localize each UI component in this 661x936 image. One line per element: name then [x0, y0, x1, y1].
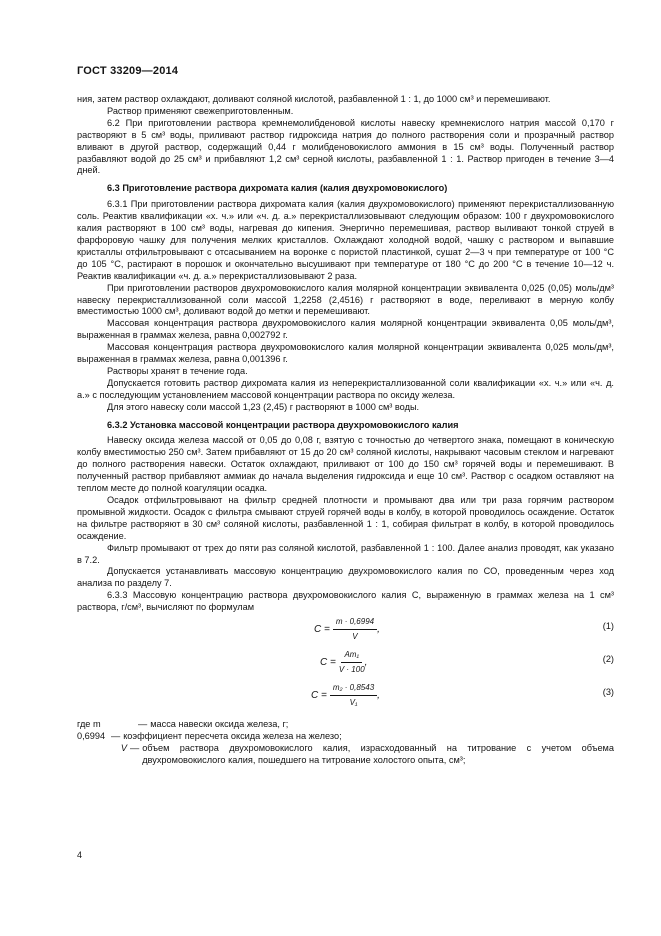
formula-tail: , [377, 624, 380, 636]
section-heading-6-3-2: 6.3.2 Установка массовой концентрации раствора двухромовокислого калия [107, 419, 459, 430]
legend-dash: — [130, 742, 140, 753]
paragraph: Для этого навеску соли массой 1,23 (2,45) г растворяют в 1000 см³ воды. [107, 401, 420, 412]
formula-expression [320, 649, 367, 676]
variable-legend [77, 719, 614, 767]
legend-row [77, 731, 614, 743]
paragraph: Раствор применяют свежеприготовленным. [107, 105, 294, 116]
paragraph: 6.3.3 Массовую концентрацию раствора двухромовокислого калия С, выраженную в граммах железа на 1 см³ раствора, г/см³, вычисляют по формулам [77, 590, 614, 613]
formula-block [77, 616, 614, 715]
paragraph: Фильтр промывают от трех до пяти раз соляной кислотой, разбавленной 1 : 100. Далее анализ проводят, как указано в 7.2. [77, 542, 614, 565]
formula-denominator: V₁ [349, 697, 358, 707]
paragraph: Допускается устанавливать массовую концентрацию двухромовокислого калия по СО, проведенным через ход анализа по разделу 7. [77, 566, 614, 589]
formula-tail: , [377, 690, 380, 702]
legend-row [77, 719, 614, 731]
formula-numerator: m · 0,6994 [333, 616, 377, 630]
legend-description: масса навески оксида железа, г; [150, 719, 289, 730]
formula-2 [77, 649, 614, 682]
formula-numerator: m₂ · 0,8543 [330, 682, 377, 696]
paragraph: Допускается готовить раствор дихромата калия из неперекристаллизованной соли квалификации «х. ч.» или «ч. д. а.» с последующим установлением массовой концентрации раствора по оксиду железа. [77, 377, 614, 400]
formula-fraction [333, 616, 377, 643]
formula-lhs: C = [314, 624, 330, 636]
paragraph: Массовая концентрация раствора двухромовокислого калия молярной концентрации эквивалента 0,05 моль/дм³, выраженная в граммах железа, равна 0,002792 г. [77, 318, 614, 341]
formula-expression [314, 616, 380, 643]
formula-1 [77, 616, 614, 649]
formula-lhs: C = [320, 657, 336, 669]
formula-3 [77, 682, 614, 715]
paragraph: При приготовлении растворов двухромовокислого калия молярной концентрации эквивалента 0,025 (0,05) моль/дм³ навеску перекристаллизованной соли массой 1,2258 (2,4516) г растворяют в воде, переливают в мерную колбу вместимостью 1000 см³, доливают водой до метки и перемешивают. [77, 282, 614, 317]
formula-fraction [330, 682, 377, 709]
paragraph: Растворы хранят в течение года. [107, 365, 248, 376]
formula-denominator: V · 100 [338, 664, 365, 674]
section-heading-6-3: 6.3 Приготовление раствора дихромата калия (калия двухромовокислого) [107, 183, 448, 194]
legend-description: коэффициент пересчета оксида железа на железо; [123, 730, 342, 741]
legend-dash: — [138, 719, 148, 730]
legend-description: объем раствора двухромовокислого калия, израсходованный на титрование с учетом объема двухромовокислого калия, пошедшего на титрование холостого опыта, см³; [142, 742, 614, 765]
paragraph: 6.3.1 При приготовлении раствора дихромата калия (калия двухромовокислого) применяют перекристаллизованную соль. Реактив квалификации «х. ч.» или «ч. д. а.» перекристаллизовывают следующим образом: 100 г двухромовокислого калия растворяют в 100 см³ воды, нагревая до кипения. Энергично перемешивая, раствор выливают тонкой струей в фарфоровую чашку для получения мелких кристаллов. Охлаждают холодной водой, чашку с раствором и выпавшие кристаллы отфильтровывают с отсасыванием на воронке с пористой пластинкой, сушат 2—3 ч при температуре от 100 °С до 105 °С, растирают в порошок и окончательно высушивают при температуре от 180 °С до 200 °С в течение 10—12 ч. Реактив квалификации «ч. д. а.» перекристаллизовывают 2 раза. [77, 199, 614, 281]
document-header: ГОСТ 33209—2014 [77, 65, 179, 77]
legend-symbol: 0,6994 [77, 730, 106, 741]
formula-lhs: C = [311, 690, 327, 702]
legend-symbol: V [120, 742, 127, 753]
formula-numerator: Am₁ [341, 649, 362, 663]
formula-number: (3) [602, 687, 614, 698]
page-number: 4 [77, 850, 83, 860]
formula-tail: , [364, 657, 368, 669]
formula-fraction [339, 649, 365, 676]
paragraph: ния, затем раствор охлаждают, доливают соляной кислотой, разбавленной 1 : 1, до 1000 см³ и перемешивают. [77, 94, 551, 104]
paragraph: 6.2 При приготовлении раствора кремнемолибденовой кислоты навеску кремнекислого натрия массой 0,170 г растворяют в 5 см³ воды, приливают раствор гидроксида натрия до полного растворения соли и прозрачный раствор вливают в другой раствор, содержащий 0,44 г молибденовокислого аммония в 15 см³ воды. Полученный раствор разбавляют водой до 25 см³ и прибавляют 1,2 см³ серной кислоты, разбавленной 1 : 1. Раствор пригоден в течение 3—4 дней. [77, 117, 614, 176]
formula-expression [311, 682, 380, 709]
formula-number: (2) [602, 654, 614, 665]
formula-denominator: V [352, 631, 358, 641]
paragraph: Массовая концентрация раствора двухромовокислого калия молярной концентрации эквивалента 0,025 моль/дм³, выраженная в граммах железа, равна 0,001396 г. [77, 342, 614, 365]
legend-row [77, 743, 614, 767]
paragraph: Навеску оксида железа массой от 0,05 до 0,08 г, взятую с точностью до четвертого знака, помещают в коническую колбу вместимостью 250 см³. Затем прибавляют от 15 до 20 см³ соляной кислоты, накрывают часовым стеклом и нагревают до полного растворения навески. Остаток охлаждают, приливают от 100 до 150 см³ горячей воды и перемешивают. В полученный раствор прибавляют аммиак до начала выделения гидроксида и еще 10 см³. Раствор с осадком оставляют на теплом месте до полной коагуляции осадка. [77, 435, 614, 494]
formula-number: (1) [602, 621, 614, 632]
paragraph: Осадок отфильтровывают на фильтр средней плотности и промывают два или три раза горячим раствором промывной жидкости. Осадок с фильтра смывают струей горячей воды в колбу, в которой проводилось осаждение. Остаток на фильтре растворяют в 30 см³ соляной кислоты, разбавленной 1 : 1, собирая фильтрат в колбу, в которой проводилось осаждение. [77, 495, 614, 541]
document-body [77, 94, 614, 767]
legend-symbol: где m [77, 719, 101, 730]
legend-dash: — [111, 730, 121, 741]
